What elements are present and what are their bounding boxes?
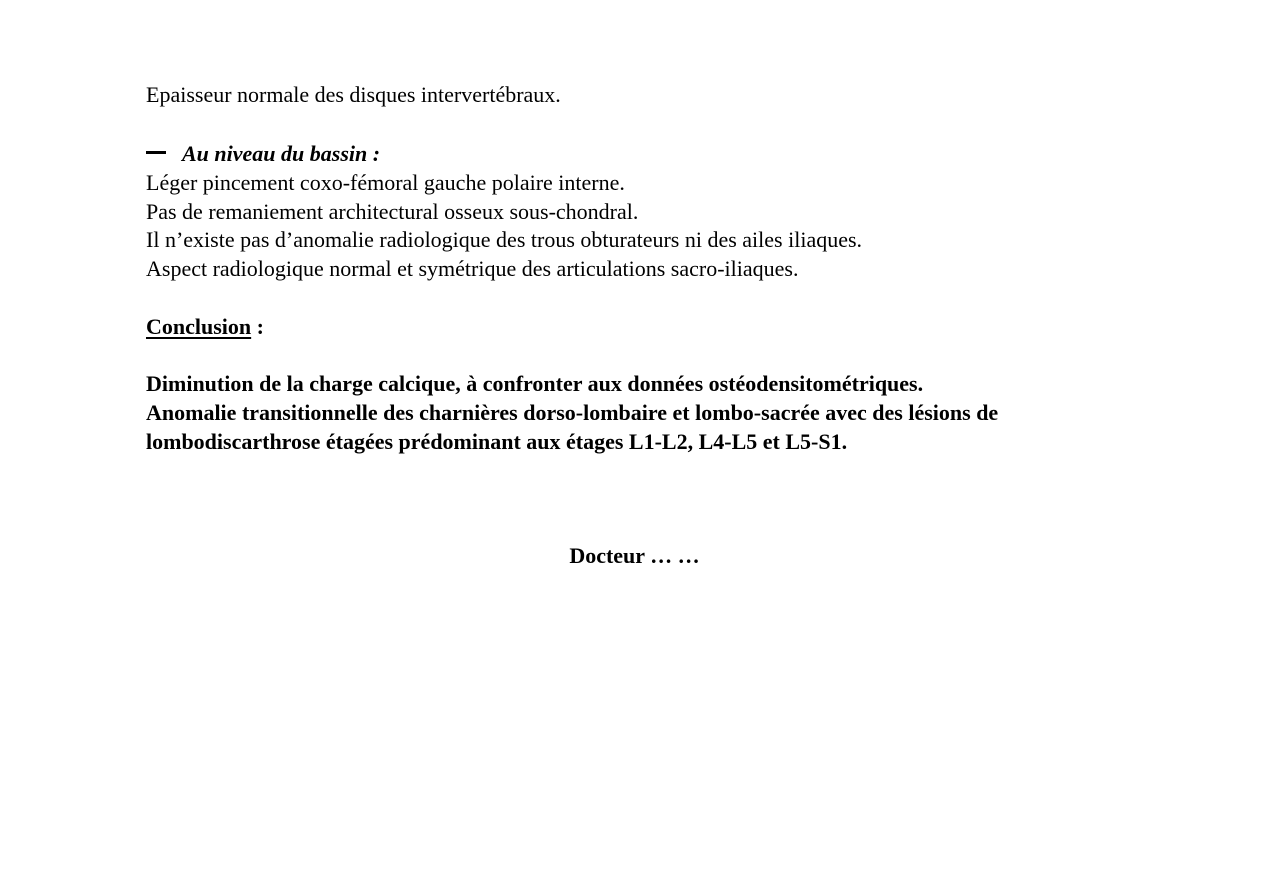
- dash-bullet-icon: [146, 151, 166, 154]
- bassin-line: Léger pincement coxo-fémoral gauche polaire interne.: [146, 170, 625, 195]
- bassin-line: Pas de remaniement architectural osseux sous-chondral.: [146, 199, 639, 224]
- bassin-line: Il n’existe pas d’anomalie radiologique des trous obturateurs ni des ailes iliaques.: [146, 227, 863, 252]
- bassin-heading: [146, 139, 380, 168]
- bassin-line: Aspect radiologique normal et symétrique des articulations sacro-iliaques.: [146, 256, 799, 281]
- conclusion-line: lombodiscarthrose étagées prédominant aux étages L1-L2, L4-L5 et L5-S1.: [146, 429, 848, 454]
- conclusion-heading: [146, 312, 264, 341]
- conclusion-label: Conclusion: [146, 314, 252, 339]
- doctor-signature: Docteur … …: [569, 543, 700, 568]
- conclusion-colon: :: [251, 314, 264, 339]
- bassin-heading-text: Au niveau du bassin :: [182, 141, 381, 166]
- conclusion-line: Anomalie transitionnelle des charnières dorso-lombaire et lombo-sacrée avec des lésions de: [146, 400, 999, 425]
- conclusion-line: Diminution de la charge calcique, à confronter aux données ostéodensitométriques.: [146, 371, 924, 396]
- intro-line: Epaisseur normale des disques intervertébraux.: [146, 82, 561, 107]
- report-page: [146, 0, 1146, 877]
